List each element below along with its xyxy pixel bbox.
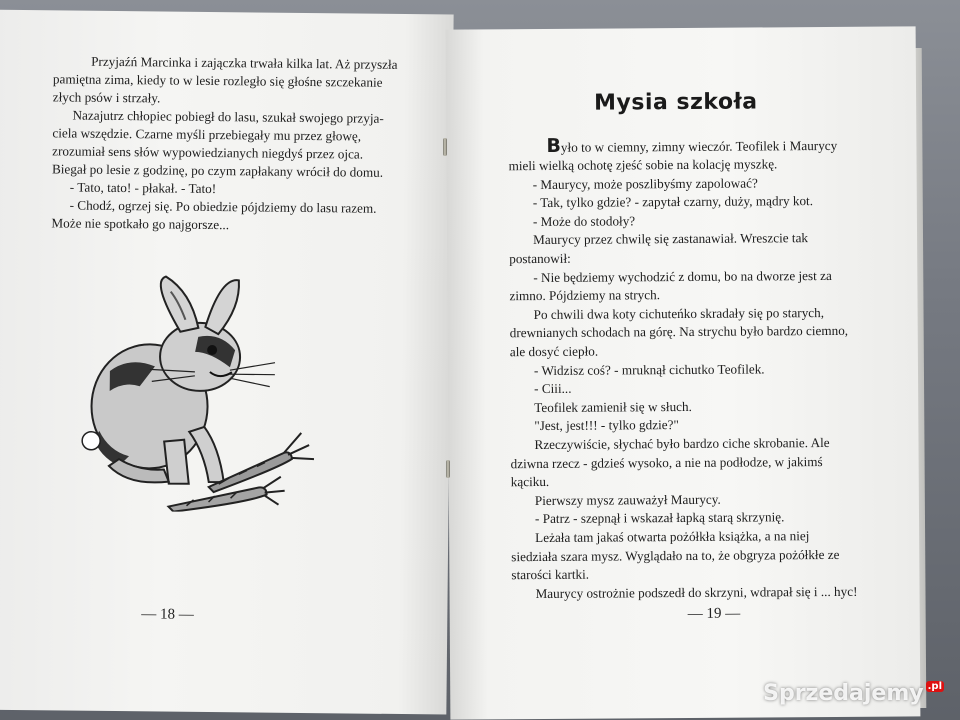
left-page-text (0, 10, 454, 233)
right-line: kąciku. (510, 474, 550, 490)
left-page-number: — 18 — (141, 606, 194, 623)
chapter-title: Mysia szkoła (594, 89, 758, 116)
left-line: złych psów i strzały. (52, 89, 161, 106)
drop-cap: B (546, 134, 561, 157)
left-line: Przyjaźń Marcinka i zajączka trwała kilka lat. Aż przyszła (91, 53, 398, 72)
left-line: - Chodź, ogrzej się. Po obiedzie pójdziemy do lasu razem. (69, 197, 377, 216)
first-line-rest: yło to w ciemny, zimny wieczór. Teofilek i Maurycy (560, 137, 838, 155)
right-line: zimno. Pójdziemy na strych. (509, 287, 661, 304)
watermark-suffix: .pl (927, 681, 942, 692)
left-line: Nazajutrz chłopiec pobiegł do lasu, szukał swojego przyja- (72, 107, 384, 126)
right-line: - Widzisz coś? - mruknął cichutko Teofilek. (533, 361, 765, 378)
right-line: - Tak, tylko gdzie? - zapytał czarny, duży, mądry kot. (532, 193, 814, 211)
left-page (0, 10, 454, 715)
right-line: starości kartki. (511, 566, 590, 583)
right-line: Rzeczywiście, słychać było bardzo ciche skrobanie. Ale (534, 434, 830, 453)
right-line: - Maurycy, może poszlibyśmy zapolować? (532, 175, 758, 192)
right-line: Teofilek zamienił się w słuch. (534, 398, 692, 415)
staple-top (443, 138, 447, 156)
first-line (546, 135, 837, 157)
right-line: Maurycy przez chwilę się zastanawiał. Wreszcie tak (533, 230, 809, 248)
left-line: zrozumiał sens słów wypowiedzianych niegdyś przez ojca. (52, 143, 364, 162)
right-page-number: — 19 — (687, 605, 741, 622)
right-line: - Może do stodoły? (532, 213, 636, 229)
right-line: siedziała szara mysz. Wyglądało na to, że obgryza pożółkłe ze (511, 546, 840, 564)
right-line: drewnianych schodach na górę. Na strychu było bardzo ciemno, (509, 323, 849, 341)
rabbit-illustration (68, 261, 371, 514)
right-line: - Nie będziemy wychodzić z domu, bo na dworze jest za (533, 267, 832, 285)
left-line: pamiętna zima, kiedy to w lesie rozległo się głośne szczekanie (52, 71, 383, 90)
right-line: postanowił: (509, 250, 571, 267)
left-line: Może nie spotkało go najgorsze... (51, 215, 230, 233)
right-line: - Patrz - szepnął i wskazał łapką starą skrzynię. (534, 509, 785, 527)
right-line: ale dosyć ciepło. (509, 343, 599, 360)
watermark (763, 681, 944, 706)
right-line: Leżała tam jakaś otwarta pożółkła książka, a na niej (535, 528, 810, 546)
right-line: "Jest, jest!!! - tylko gdzie?" (534, 417, 679, 434)
left-line: Biegał po lesie z godzinę, po czym zapłakany wrócił do domu. (51, 161, 384, 180)
right-line: - Ciii... (534, 380, 572, 397)
right-line: Po chwili dwa koty cichuteńko skradały się po starych, (533, 304, 825, 322)
watermark-text: Sprzedajemy (763, 681, 924, 706)
left-line: ciela wszędzie. Czarne myśli przebiegały mu przez głowę, (52, 125, 362, 144)
right-page (446, 26, 921, 719)
right-line: mieli wielką ochotę zjeść sobie na kolację myszkę. (508, 156, 778, 174)
right-line: Pierwszy mysz zauważył Maurycy. (534, 491, 721, 508)
right-line: dziwna rzecz - gdzieś wysoko, a nie na podłodze, w jakimś (510, 453, 823, 471)
right-line: Maurycy ostrożnie podszedł do skrzyni, wdrapał się i ... hyc! (535, 583, 858, 601)
staple-bottom (446, 460, 450, 478)
left-line: - Tato, tato! - płakał. - Tato! (69, 179, 217, 197)
